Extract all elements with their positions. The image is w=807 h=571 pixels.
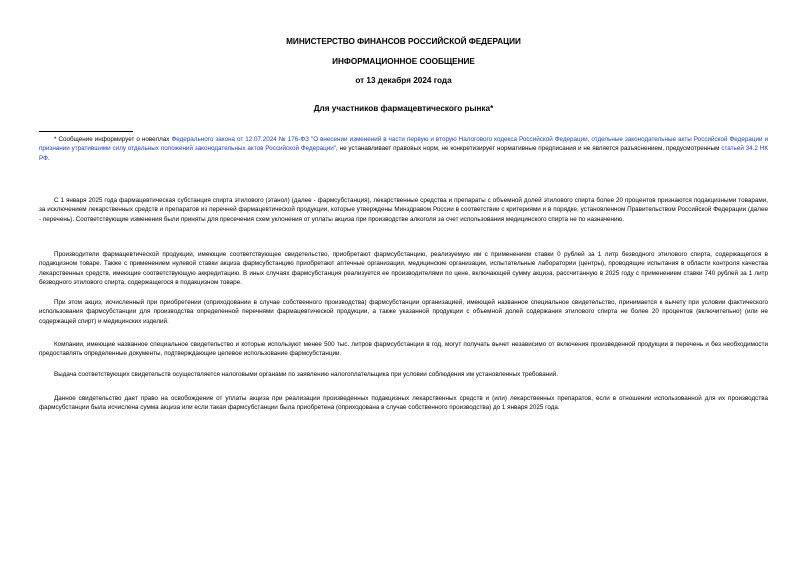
footnote-suffix: . <box>47 154 50 162</box>
footnote-divider <box>39 131 133 132</box>
paragraph-small-companies: Компании, имеющие названное специальное свидетельство и которые используют менее 500 тыс. литров фармсубстанции в год, могут получать вычет независимо от включения произведенной продукции в перечень и без необходимости предоставлять определенные документы, подтверждающие целевое использование фармсубстанции. <box>39 341 768 358</box>
footnote <box>39 135 768 163</box>
federal-law-link[interactable]: Федерального закона от 12.07.2024 № 176-ФЗ "О внесении изменений в части первую и вторую Налогового кодекса Российской Федерации, отдельные законодательные акты Российской Федерации и признании утратившими силу отдельных положений законодательных актов Российской Федерации" <box>39 136 768 153</box>
document-date: от 13 декабря 2024 года <box>355 76 452 85</box>
footnote-prefix: * Сообщение информирует о новеллах <box>54 136 172 143</box>
footnote-middle: , не устанавливает правовых норм, не конкретизирует нормативные предписания и не является разъяснением, предусмотренным <box>336 145 722 153</box>
document-title: Для участников фармацевтического рынка* <box>313 104 494 113</box>
document-type-heading: ИНФОРМАЦИОННОЕ СООБЩЕНИЕ <box>332 57 475 66</box>
ministry-heading: МИНИСТЕРСТВО ФИНАНСОВ РОССИЙСКОЙ ФЕДЕРАЦИИ <box>286 37 521 46</box>
paragraph-zero-rate: Производители фармацевтической продукции, имеющие соответствующее свидетельство, приобретают фармсубстанцию, реализуемую им с применением ставки 0 рублей за 1 литр безводного этилового спирта, содержащегося в подакцизном товаре. Также с применением нулевой ставки акциза фармсубстанцию приобретают аптечные организации, медицинские организации, испытательные лаборатории (центры), проводящие испытания в области контроля качества лекарственных средств, имеющие соответствующую аккредитацию. В иных случаях фармсубстанция реализуется ее производителями по цене, включающей сумму акциза, рассчитанную в 2025 году с применением ставки 740 рублей за 1 литр безводного этилового спирта, содержащегося в подакцизном товаре. <box>39 251 768 287</box>
paragraph-excise-goods: С 1 января 2025 года фармацевтическая субстанция спирта этилового (этанол) (далее - фармсубстанция), лекарственные средства и препараты с объемной долей этилового спирта более 20 процентов признаются подакцизными товарами, за исключением лекарственных средств и препаратов из перечней фармацевтической продукции, которые утверждены Минздравом России в соответствии с критериями и в порядке, установленном Правительством Российской Федерации (далее - перечень). Соответствующие изменения были приняты для пресечения схем уклонения от уплаты акциза при производстве алкоголя за счет использования медицинского спирта не по назначению. <box>39 197 768 223</box>
paragraph-certificate-issuance: Выдача соответствующих свидетельств осуществляется налоговыми органами по заявлению налогоплательщика при условии соблюдения им установленных требований. <box>54 371 559 378</box>
paragraph-exemption: Данное свидетельство дает право на освобождение от уплаты акциза при реализации произведенных подакцизных лекарственных средств и (или) лекарственных препаратов, если в отношении использованной для их производства фармсубстанции была исчислена сумма акциза или если такая фармсубстанции была приобретена (оприходована в случае собственного производства) до 1 января 2025 года. <box>39 395 768 412</box>
paragraph-deduction: При этом акциз, исчисленный при приобретении (оприходовании в случае собственного производства) фармсубстанции организацией, имеющей названное специальное свидетельство, принимается к вычету при условии фактического использования фармсубстанции для производства определенной перечнями фармацевтической продукции, а также указанной продукции с объемной долей содержания этилового спирта не более 20 процентов (включительно) (или не содержащей спирт) и медицинских изделий. <box>39 299 768 325</box>
tax-code-article-link[interactable]: статьей 34.2 НК РФ <box>39 145 768 162</box>
